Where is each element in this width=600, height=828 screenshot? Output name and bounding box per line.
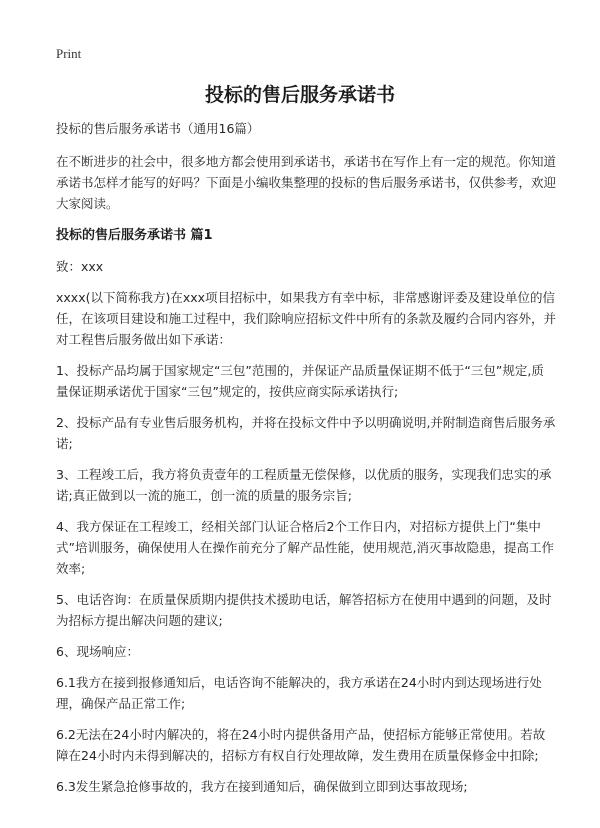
print-link[interactable]: Print bbox=[56, 46, 82, 61]
body-paragraph: 6.1我方在接到报修通知后，电话咨询不能解决的，我方承诺在24小时内到达现场进行处理，确保产品正常工作; bbox=[56, 675, 542, 711]
body-paragraph: xxxx(以下简称我方)在xxx项目招标中，如果我方有幸中标，非常感谢评委及建设单位的信任，在该项目建设和施工过程中，我们除响应招标文件中所有的条款及履约合同内容外，并对工程售后服务做出如下承诺： bbox=[56, 290, 557, 347]
document-subtitle: 投标的售后服务承诺书（通用16篇） bbox=[56, 121, 260, 136]
section-heading: 投标的售后服务承诺书 篇1 bbox=[56, 228, 213, 243]
body-paragraph: 3、工程竣工后，我方将负责壹年的工程质量无偿保修，以优质的服务，实现我们忠实的承诺;真正做到以一流的施工，创一流的质量的服务宗旨; bbox=[56, 467, 552, 503]
document-body bbox=[56, 118, 556, 807]
body-paragraph: 6.3发生紧急抢修事故的，我方在接到通知后，确保做到立即到达事故现场; bbox=[56, 779, 468, 794]
body-paragraph: 1、投标产品均属于国家规定“三包”范围的，并保证产品质量保证期不低于“三包”规定,质量保证期承诺优于国家“三包”规定的，按供应商实际承诺执行; bbox=[56, 363, 544, 399]
body-paragraph: 4、我方保证在工程竣工，经相关部门认证合格后2个工作日内，对招标方提供上门“集中式”培训服务，确保使用人在操作前充分了解产品性能，使用规范,消灭事故隐患，提高工作效率; bbox=[56, 519, 554, 576]
intro-paragraph: 在不断进步的社会中，很多地方都会使用到承诺书，承诺书在写作上有一定的规范。你知道承诺书怎样才能写的好吗？下面是小编收集整理的投标的售后服务承诺书，仅供参考，欢迎大家阅读。 bbox=[56, 154, 557, 211]
body-paragraph: 5、电话咨询：在质量保质期内提供技术援助电话，解答招标方在使用中遇到的问题，及时为招标方提出解决问题的建议; bbox=[56, 592, 552, 628]
body-paragraph: 6、现场响应： bbox=[56, 644, 139, 659]
body-paragraph: 6.2无法在24小时内解决的，将在24小时内提供备用产品，使招标方能够正常使用。若故障在24小时内未得到解决的，招标方有权自行处理故障，发生费用在质量保修金中扣除; bbox=[56, 727, 546, 763]
addressee-line: 致：xxx bbox=[56, 259, 104, 274]
body-paragraph: 2、投标产品有专业售后服务机构，并将在投标文件中予以明确说明,并附制造商售后服务承诺; bbox=[56, 415, 556, 451]
document-title: 投标的售后服务承诺书 bbox=[204, 84, 395, 106]
